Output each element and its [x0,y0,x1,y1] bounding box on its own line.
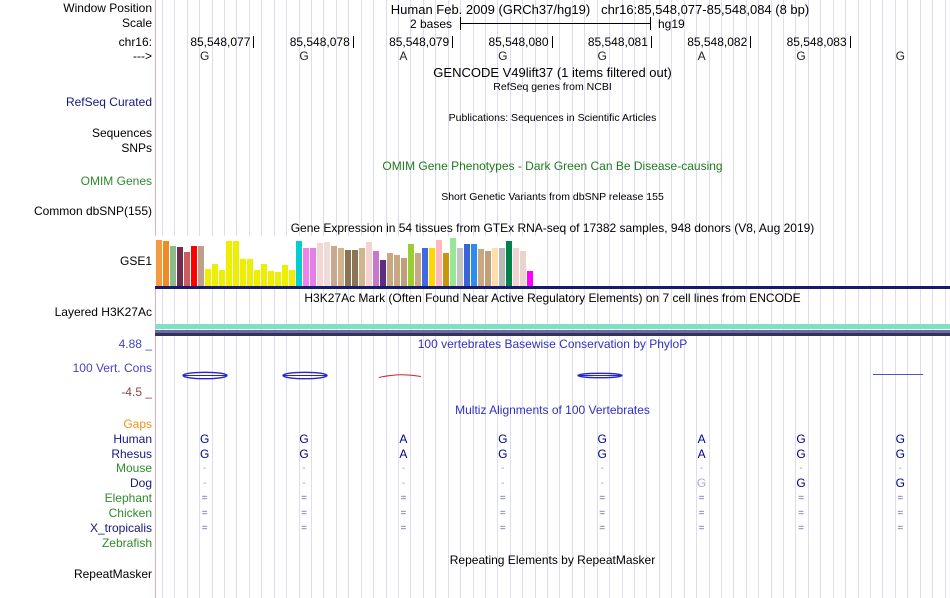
gtex-bar[interactable] [499,248,505,286]
track-label-layered-h3k27ac[interactable]: Layered H3K27Ac [54,305,152,319]
track-label-arrow[interactable]: ---> [133,49,152,63]
ruler-base: G [597,49,607,63]
gtex-bar[interactable] [268,271,274,286]
alignment-base-chicken: = [798,508,804,519]
alignment-base-human: G [597,432,607,446]
alignment-base-dog: - [401,478,406,489]
alignment-base-x_tropicalis: = [599,523,606,534]
alignment-base-mouse: - [799,463,803,474]
alignment-base-mouse: - [302,463,306,474]
alignment-base-human: G [895,432,905,446]
scale-bar [460,23,651,24]
gtex-bar[interactable] [380,260,386,286]
alignment-base-human: G [498,432,508,446]
gtex-bar[interactable] [212,264,218,286]
gtex-bar[interactable] [163,241,169,286]
gtex-bar[interactable] [247,259,253,286]
assembly-title: Human Feb. 2009 (GRCh37/hg19) [390,2,591,17]
scale-bar-right-tick [650,17,651,30]
alignment-base-x_tropicalis: = [897,523,904,534]
track-title-multiz[interactable]: Multiz Alignments of 100 Vertebrates [455,403,650,417]
gtex-bar[interactable] [373,251,379,286]
alignment-base-mouse: - [203,463,207,474]
gtex-bar[interactable] [429,248,435,286]
ruler-position: 85,548,080 [488,35,549,49]
alignment-base-human: G [200,432,210,446]
ruler-position: 85,548,083 [786,35,847,49]
window-position-title [250,2,950,17]
gtex-bar[interactable] [359,248,365,286]
alignment-base-chicken: = [897,508,904,519]
gtex-bar[interactable] [261,264,267,286]
ruler-position: 85,548,082 [687,35,748,49]
scale-bar-left-tick [460,17,461,30]
track-label-sequences[interactable]: Sequences [91,126,152,140]
alignment-base-dog: G [895,476,905,490]
ruler-tick [850,36,851,48]
gtex-bar[interactable] [191,246,197,286]
gtex-bar[interactable] [296,241,302,286]
alignment-base-human: A [399,432,408,446]
alignment-base-chicken: = [599,508,606,519]
gtex-bar[interactable] [506,241,512,286]
track-title-h3k27ac[interactable]: H3K27Ac Mark (Often Found Near Active Regulatory Elements) on 7 cell lines from ENCODE [304,291,801,305]
gtex-bar[interactable] [401,258,407,286]
alignment-base-elephant: = [897,493,904,504]
alignment-base-rhesus: G [895,447,905,461]
gtex-bar[interactable] [282,265,288,286]
gtex-bar[interactable] [492,248,498,286]
gtex-bar[interactable] [254,270,260,286]
track-label-refseq-curated[interactable]: RefSeq Curated [65,95,152,109]
ruler-base: A [399,49,408,63]
track-label-repeatmasker[interactable]: RepeatMasker [73,567,152,581]
alignment-base-elephant: = [798,493,804,504]
track-label-common-dbsnp[interactable]: Common dbSNP(155) [33,204,152,218]
alignment-base-dog: G [696,476,707,490]
alignment-base-mouse: - [699,463,704,474]
ruler-base: G [299,49,309,63]
alignment-base-rhesus: G [498,447,508,461]
track-title-gtex[interactable]: Gene Expression in 54 tissues from GTEx RNA-seq of 17382 samples, 948 donors (V8, Aug 2019) [290,221,815,235]
gtex-bar[interactable] [520,251,526,286]
gtex-bar[interactable] [366,242,372,286]
ruler-tick [253,36,254,48]
gtex-bar[interactable] [422,248,428,286]
gtex-bar[interactable] [177,247,183,286]
gtex-bar[interactable] [310,248,316,286]
track-label-gaps[interactable]: Gaps [123,417,152,431]
track-label-mouse[interactable]: Mouse [115,461,152,475]
alignment-base-x_tropicalis: = [400,523,407,534]
gtex-bar[interactable] [478,249,484,286]
gtex-bar[interactable] [387,253,393,286]
alignment-base-human: A [697,432,706,446]
alignment-base-mouse: - [898,463,902,474]
gtex-bar[interactable] [338,248,344,286]
track-title-omim[interactable]: OMIM Gene Phenotypes - Dark Green Can Be Disease-causing [382,159,723,173]
alignment-base-human: G [796,432,806,446]
alignment-base-dog: G [796,476,806,490]
gtex-bar[interactable] [303,248,309,286]
gtex-bar[interactable] [275,272,281,286]
gtex-bar[interactable] [219,270,225,286]
ruler-position: 85,548,077 [190,35,251,49]
alignment-base-mouse: - [600,463,604,474]
gtex-bar[interactable] [331,246,337,286]
track-label-gse1[interactable]: GSE1 [119,254,152,268]
alignment-base-dog: - [600,478,604,489]
gtex-bar[interactable] [485,251,491,286]
alignment-base-mouse: - [501,463,505,474]
alignment-base-x_tropicalis: = [499,523,506,534]
alignment-base-elephant: = [400,493,407,504]
ruler-tick [651,36,652,48]
gtex-bar[interactable] [226,241,232,286]
gtex-bar[interactable] [156,240,162,286]
ruler-tick [452,36,453,48]
gtex-bar[interactable] [408,244,414,286]
alignment-base-elephant: = [599,493,606,504]
track-label-dog[interactable]: Dog [129,476,152,490]
alignment-base-rhesus: G [597,447,607,461]
track-label-window-position[interactable]: Window Position [63,1,152,15]
track-title-dbsnp[interactable]: Short Genetic Variants from dbSNP release 155 [441,191,664,203]
ruler-tick [750,36,751,48]
track-label-human[interactable]: Human [113,432,152,446]
conservation-mark-lens [183,372,227,378]
track-label-chicken[interactable]: Chicken [108,506,152,520]
gtex-bar[interactable] [170,246,176,286]
conservation-mark-arc [379,375,421,378]
alignment-base-rhesus: G [796,447,806,461]
alignment-base-chicken: = [499,508,506,519]
gtex-bar[interactable] [415,253,421,286]
track-label-vert-cons[interactable]: 100 Vert. Cons [72,361,152,375]
gtex-bar[interactable] [317,243,323,286]
ruler-position: 85,548,081 [587,35,648,49]
gtex-bar[interactable] [198,246,204,286]
alignment-base-x_tropicalis: = [201,523,208,534]
track-label-snps[interactable]: SNPs [121,141,152,155]
alignment-base-rhesus: A [399,447,408,461]
gtex-bar[interactable] [471,244,477,286]
title-gap [590,2,601,17]
gtex-bar[interactable] [457,248,463,286]
alignment-base-rhesus: A [697,447,706,461]
ruler-base: G [200,49,210,63]
track-label-chr16[interactable]: chr16: [118,35,152,49]
gtex-bar[interactable] [527,271,533,286]
alignment-base-elephant: = [301,493,308,504]
track-title-gencode[interactable]: GENCODE V49lift37 (1 items filtered out) [433,65,672,80]
conservation-mark-lens_flat [578,373,622,377]
alignment-base-chicken: = [301,508,308,519]
alignment-base-elephant: = [201,493,208,504]
conservation-wiggle [155,368,950,384]
alignment-base-rhesus: G [299,447,309,461]
gtex-bar[interactable] [464,244,470,286]
track-label-rhesus[interactable]: Rhesus [111,447,152,461]
alignment-base-human: G [299,432,309,446]
track-label-elephant[interactable]: Elephant [104,491,152,505]
alignment-base-dog: - [203,478,207,489]
ruler-base: G [895,49,905,63]
alignment-base-rhesus: G [200,447,210,461]
track-title-refseq[interactable]: RefSeq genes from NCBI [493,81,612,93]
gtex-bar[interactable] [324,242,330,286]
alignment-base-chicken: = [201,508,208,519]
track-label-scale[interactable]: Scale [121,16,152,30]
gtex-bar[interactable] [240,259,246,286]
alignment-base-mouse: - [401,463,406,474]
track-title-repeatmasker[interactable]: Repeating Elements by RepeatMasker [449,553,656,567]
alignment-base-elephant: = [499,493,506,504]
alignment-base-dog: - [302,478,306,489]
track-title-publications[interactable]: Publications: Sequences in Scientific Articles [448,112,657,124]
position-range: chr16:85,548,077-85,548,084 (8 bp) [601,2,810,17]
ruler-position: 85,548,079 [389,35,450,49]
alignment-base-x_tropicalis: = [301,523,308,534]
gtex-bar[interactable] [205,269,211,286]
alignment-base-chicken: = [698,508,705,519]
scale-value: 2 bases [409,17,452,31]
conservation-mark-lens [283,372,327,378]
ruler-base: G [498,49,508,63]
alignment-base-chicken: = [400,508,407,519]
track-label-x-tropicalis[interactable]: X_tropicalis [89,521,152,535]
alignment-base-x_tropicalis: = [798,523,804,534]
h3k27ac-signal-teal[interactable] [155,324,950,329]
gtex-bar[interactable] [394,255,400,286]
gtex-bar[interactable] [513,248,519,286]
gtex-bar[interactable] [436,240,442,286]
track-label-zebrafish[interactable]: Zebrafish [101,536,152,550]
track-label-cons-max[interactable]: 4.88 _ [118,337,152,351]
alignment-base-elephant: = [698,493,705,504]
alignment-base-x_tropicalis: = [698,523,705,534]
ruler-base: A [697,49,706,63]
ruler-base: G [796,49,806,63]
gtex-bar[interactable] [352,250,358,286]
gtex-bar[interactable] [450,238,456,286]
gtex-bar[interactable] [184,252,190,286]
genome-version: hg19 [658,17,685,31]
h3k27ac-signal-dark[interactable] [155,333,950,336]
track-title-conservation[interactable]: 100 vertebrates Basewise Conservation by PhyloP [417,337,688,351]
gtex-bar[interactable] [443,253,449,286]
ruler-tick [552,36,553,48]
ruler-position: 85,548,078 [289,35,350,49]
gtex-bar[interactable] [289,270,295,286]
ruler-tick [353,36,354,48]
gtex-baseline[interactable] [155,286,950,289]
alignment-base-dog: - [501,478,505,489]
track-label-omim-genes[interactable]: OMIM Genes [80,174,152,188]
track-label-cons-min[interactable]: -4.5 _ [121,385,152,399]
gtex-bar[interactable] [345,250,351,286]
gtex-bar[interactable] [233,241,239,286]
